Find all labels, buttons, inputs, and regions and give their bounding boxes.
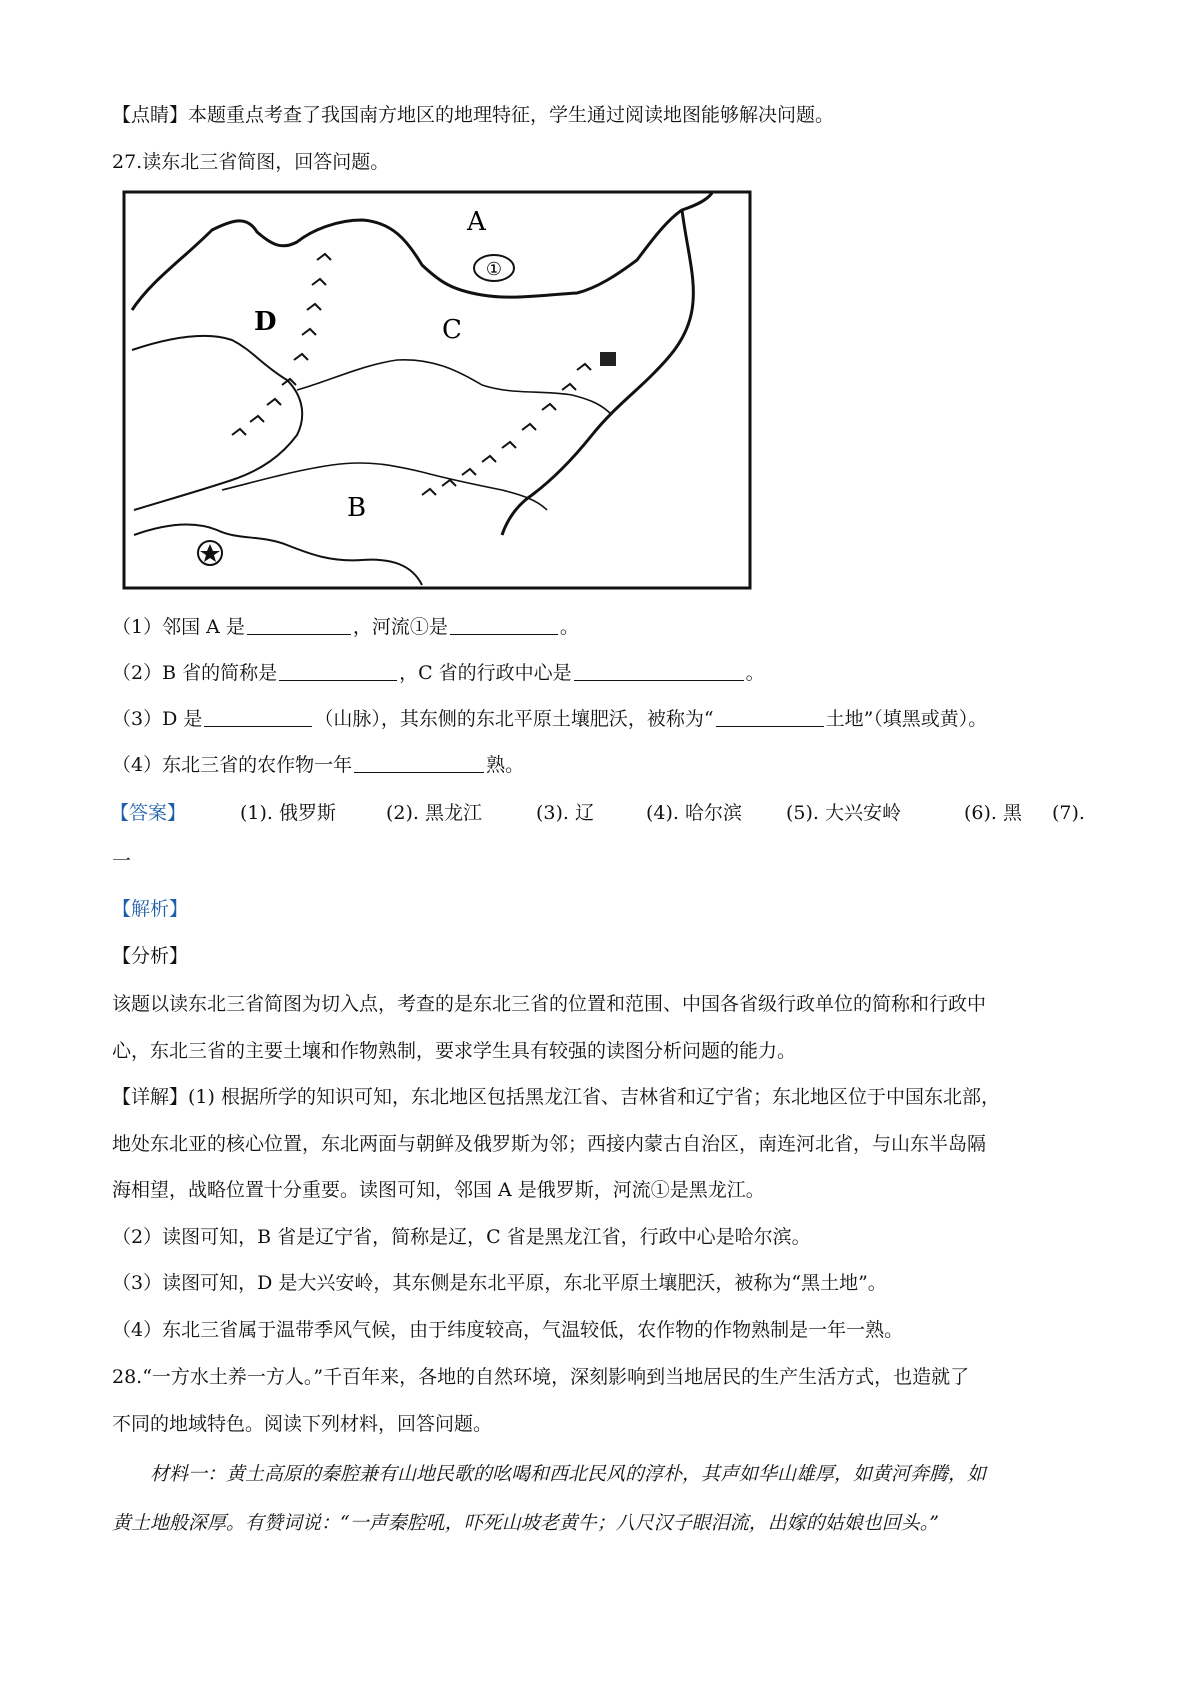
answer-blank[interactable] bbox=[279, 660, 397, 681]
q27-sub-3-text-b: （山脉），其东侧的东北平原土壤肥沃，被称为“ bbox=[314, 708, 714, 730]
q27-sub-4 bbox=[112, 750, 524, 780]
fenxi-line-1: 该题以读东北三省简图为切入点，考查的是东北三省的位置和范围、中国各省级行政单位的简称和行政中 bbox=[112, 993, 987, 1015]
xiangjie-text: (1) 根据所学的知识可知，东北地区包括黑龙江省、吉林省和辽宁省；东北地区位于中国东北部， bbox=[188, 1086, 1000, 1108]
q27-sub-2-text-c: 。 bbox=[745, 662, 765, 684]
analysis-p2: （2）读图可知，B 省是辽宁省，简称是辽，C 省是黑龙江省，行政中心是哈尔滨。 bbox=[112, 1226, 811, 1248]
q27-sub-3-text-c: 土地”（填黑或黄）。 bbox=[825, 708, 988, 730]
city-marker bbox=[600, 352, 616, 366]
analysis-p3: （3）读图可知，D 是大兴安岭，其东侧是东北平原，东北平原土壤肥沃，被称为“黑土地”。 bbox=[112, 1272, 887, 1294]
xiangjie-line-3: 海相望，战略位置十分重要。读图可知，邻国 A 是俄罗斯，河流①是黑龙江。 bbox=[112, 1179, 765, 1201]
label-b: B bbox=[347, 493, 367, 523]
q27-sub-3-text-a: （3）D 是 bbox=[112, 708, 203, 730]
answer-blank[interactable] bbox=[574, 660, 744, 681]
q28-line-1: 28.“一方水土养一方人。”千百年来，各地的自然环境，深刻影响到当地居民的生产生活方式，也造就了 bbox=[112, 1366, 970, 1388]
dianjing-label: 【点睛】 bbox=[112, 104, 189, 126]
answer-item-4: (4). 哈尔滨 bbox=[646, 802, 742, 824]
northeast-map-figure bbox=[122, 190, 752, 590]
answer-blank[interactable] bbox=[247, 614, 351, 635]
answer-item-6: (6). 黑 bbox=[964, 802, 1022, 824]
map-frame bbox=[124, 192, 750, 588]
q27-sub-2-text-a: （2）B 省的简称是 bbox=[112, 662, 278, 684]
q27-sub-2-text-b: ，C 省的行政中心是 bbox=[399, 662, 572, 684]
q27-title: 27.读东北三省简图，回答问题。 bbox=[112, 151, 390, 173]
dianjing-text: 本题重点考查了我国南方地区的地理特征，学生通过阅读地图能够解决问题。 bbox=[188, 104, 835, 126]
q27-sub-4-text-a: （4）东北三省的农作物一年 bbox=[112, 754, 353, 776]
answer-label: 【答案】 bbox=[110, 802, 187, 824]
answer-item-5: (5). 大兴安岭 bbox=[786, 802, 901, 824]
label-a: A bbox=[467, 207, 486, 237]
analysis-p4: （4）东北三省属于温带季风气候，由于纬度较高，气温较低，农作物的作物熟制是一年一熟。 bbox=[112, 1319, 904, 1341]
q27-sub-1-text-a: （1）邻国 A 是 bbox=[112, 616, 245, 638]
answer-item-2: (2). 黑龙江 bbox=[386, 802, 482, 824]
answer-overflow: 一 bbox=[112, 850, 132, 872]
answer-blank[interactable] bbox=[204, 706, 312, 727]
q27-sub-3 bbox=[112, 704, 987, 734]
dianjing-line bbox=[112, 100, 834, 130]
xiangjie-line-1 bbox=[112, 1082, 1000, 1112]
q27-sub-1-text-c: 。 bbox=[559, 616, 579, 638]
fenxi-line-2: 心，东北三省的主要土壤和作物熟制，要求学生具有较强的读图分析问题的能力。 bbox=[112, 1040, 797, 1062]
xiangjie-line-2: 地处东北亚的核心位置，东北两面与朝鲜及俄罗斯为邻；西接内蒙古自治区，南连河北省，与山东半岛隔 bbox=[112, 1133, 987, 1155]
label-c: C bbox=[442, 315, 462, 345]
jiexi-label: 【解析】 bbox=[112, 898, 189, 920]
q27-sub-1 bbox=[112, 612, 579, 642]
answer-item-3: (3). 辽 bbox=[536, 802, 594, 824]
q28-material-1-line-1: 材料一：黄土高原的秦腔兼有山地民歌的吆喝和西北民风的淳朴，其声如华山雄厚，如黄河奔腾，如 bbox=[150, 1463, 987, 1485]
q28-material-1-line-2: 黄土地般深厚。有赞词说：“一声秦腔吼，吓死山坡老黄牛；八尺汉子眼泪流，出嫁的姑娘也回头。” bbox=[112, 1512, 939, 1534]
xiangjie-label: 【详解】 bbox=[112, 1086, 189, 1108]
answer-blank[interactable] bbox=[450, 614, 558, 635]
label-d: D bbox=[254, 307, 277, 337]
answer-blank[interactable] bbox=[354, 752, 484, 773]
q27-sub-2 bbox=[112, 658, 765, 688]
answer-item-7: (7). bbox=[1052, 802, 1085, 824]
answer-blank[interactable] bbox=[716, 706, 824, 727]
answer-item-1: (1). 俄罗斯 bbox=[240, 802, 336, 824]
fenxi-label: 【分析】 bbox=[112, 945, 189, 967]
q28-line-2: 不同的地域特色。阅读下列材料，回答问题。 bbox=[112, 1413, 493, 1435]
q27-sub-4-text-b: 熟。 bbox=[486, 754, 525, 776]
river-label: ① bbox=[485, 259, 503, 280]
q27-sub-1-text-b: ，河流①是 bbox=[352, 616, 448, 638]
